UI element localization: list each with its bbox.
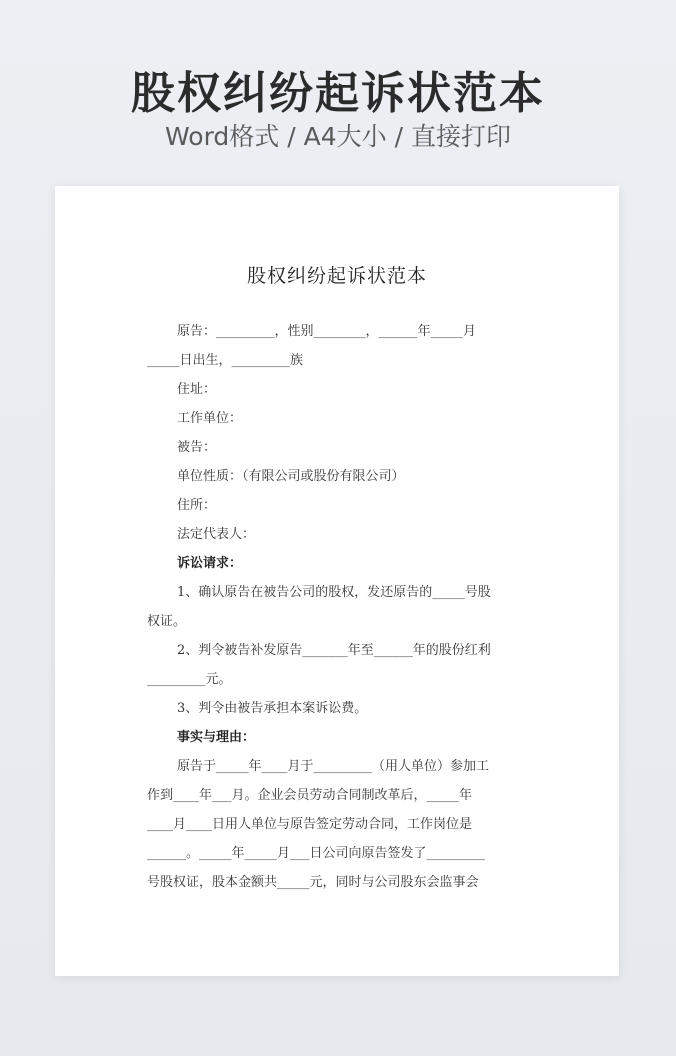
company-type-line: 单位性质：（有限公司或股份有限公司）: [177, 469, 405, 484]
claim-2: 2、判令被告补发原告_______年至______年的股份红利: [177, 643, 491, 658]
facts-line-2: 作到____年___月。企业会员劳动合同制改革后，_____年: [147, 788, 473, 803]
facts-line-5: 号股权证，股本金额共_____元，同时与公司股东会监事会: [147, 875, 479, 890]
claim-2-cont: _________元。: [147, 672, 232, 687]
address-line: 住址：: [177, 382, 217, 397]
banner-title: 股权纠纷起诉状范本: [131, 68, 545, 119]
defendant-line: 被告：: [177, 440, 217, 455]
banner-subtitle: Word格式 / A4大小 / 直接打印: [165, 122, 511, 151]
claim-1-cont: 权证。: [147, 614, 187, 629]
document-page: [55, 186, 619, 976]
facts-heading: 事实与理由：: [177, 730, 256, 745]
claims-heading: 诉讼请求：: [177, 556, 243, 571]
claim-1: 1、确认原告在被告公司的股权，发还原告的_____号股: [177, 585, 491, 600]
facts-line-4: ______。_____年_____月___日公司向原告签发了_________: [147, 846, 486, 861]
plaintiff-line: 原告：_________，性别________，______年_____月: [177, 324, 477, 339]
facts-line-1: 原告于_____年____月于_________（用人单位）参加工: [177, 759, 490, 774]
workplace-line: 工作单位：: [177, 411, 243, 426]
claim-3: 3、判令由被告承担本案诉讼费。: [177, 701, 368, 716]
birth-line: _____日出生，_________族: [147, 353, 304, 368]
legal-rep-line: 法定代表人：: [177, 527, 256, 542]
domicile-line: 住所：: [177, 498, 217, 513]
facts-line-3: ____月____日用人单位与原告签定劳动合同，工作岗位是: [147, 817, 473, 832]
document-body: [147, 317, 529, 897]
document-title: 股权纠纷起诉状范本: [246, 265, 427, 287]
